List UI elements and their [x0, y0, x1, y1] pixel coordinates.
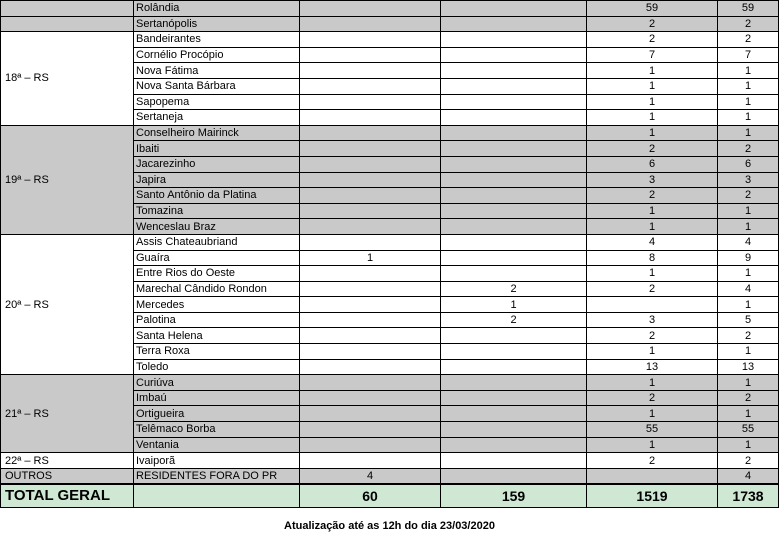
- total-cell: 4: [718, 468, 779, 484]
- value-cell: [441, 359, 587, 375]
- value-cell: [441, 141, 587, 157]
- total-row: [1, 484, 779, 508]
- value-cell: [441, 375, 587, 391]
- municipality-cell: Curiúva: [134, 375, 300, 391]
- region-cell: 22ª – RS: [1, 453, 134, 469]
- value-cell: 1: [587, 203, 718, 219]
- total-cell: 7: [718, 47, 779, 63]
- value-cell: [441, 1, 587, 17]
- total-cell: 4: [718, 281, 779, 297]
- table-row: [1, 32, 779, 48]
- total-cell: 13: [718, 359, 779, 375]
- municipality-cell: Cornélio Procópio: [134, 47, 300, 63]
- value-cell: [441, 125, 587, 141]
- value-cell: [441, 328, 587, 344]
- value-cell: 1: [587, 219, 718, 235]
- total-cell: 1: [718, 375, 779, 391]
- value-cell: 2: [587, 453, 718, 469]
- value-cell: 2: [441, 281, 587, 297]
- value-cell: 1: [587, 94, 718, 110]
- value-cell: 4: [300, 468, 441, 484]
- municipality-cell: Wenceslau Braz: [134, 219, 300, 235]
- value-cell: [441, 453, 587, 469]
- municipality-cell: Conselheiro Mairinck: [134, 125, 300, 141]
- total-cell: 2: [718, 141, 779, 157]
- region-cell: 21ª – RS: [1, 375, 134, 453]
- municipality-cell: RESIDENTES FORA DO PR: [134, 468, 300, 484]
- table-row: [1, 234, 779, 250]
- municipality-cell: Sapopema: [134, 94, 300, 110]
- value-cell: [300, 203, 441, 219]
- total-cell: 1: [718, 110, 779, 126]
- value-cell: [300, 344, 441, 360]
- total-cell: 3: [718, 172, 779, 188]
- municipality-cell: Assis Chateaubriand: [134, 234, 300, 250]
- value-cell: [300, 219, 441, 235]
- value-cell: [441, 203, 587, 219]
- total-cell: 2: [718, 188, 779, 204]
- total-cell: 1: [718, 266, 779, 282]
- value-cell: [441, 78, 587, 94]
- total-cell: 1: [718, 63, 779, 79]
- total-cell: 2: [718, 16, 779, 32]
- value-cell: 1: [300, 250, 441, 266]
- total-cell: 1: [718, 219, 779, 235]
- value-cell: 55: [587, 422, 718, 438]
- value-cell: 3: [587, 172, 718, 188]
- value-cell: [441, 32, 587, 48]
- value-cell: [300, 47, 441, 63]
- total-value-cell: 60: [300, 484, 441, 508]
- total-cell: 2: [718, 328, 779, 344]
- table-row: [1, 468, 779, 484]
- region-cell: 19ª – RS: [1, 125, 134, 234]
- value-cell: 1: [587, 375, 718, 391]
- table-row: [1, 125, 779, 141]
- value-cell: 2: [587, 328, 718, 344]
- municipality-cell: Imbaú: [134, 390, 300, 406]
- value-cell: [300, 110, 441, 126]
- total-value-cell: 1519: [587, 484, 718, 508]
- value-cell: 3: [587, 312, 718, 328]
- value-cell: 1: [587, 63, 718, 79]
- value-cell: [300, 78, 441, 94]
- value-cell: [300, 156, 441, 172]
- value-cell: 59: [587, 1, 718, 17]
- municipality-cell: Ventania: [134, 437, 300, 453]
- value-cell: [300, 32, 441, 48]
- value-cell: [441, 219, 587, 235]
- value-cell: [441, 422, 587, 438]
- value-cell: 13: [587, 359, 718, 375]
- value-cell: [300, 453, 441, 469]
- value-cell: [300, 359, 441, 375]
- value-cell: [441, 47, 587, 63]
- value-cell: [300, 141, 441, 157]
- cases-table-body: [1, 1, 779, 508]
- value-cell: [300, 312, 441, 328]
- value-cell: 1: [587, 344, 718, 360]
- table-row: [1, 1, 779, 17]
- value-cell: 2: [587, 281, 718, 297]
- total-cell: 1: [718, 406, 779, 422]
- municipality-cell: Nova Fátima: [134, 63, 300, 79]
- value-cell: [300, 437, 441, 453]
- region-cell: [1, 1, 134, 17]
- value-cell: 2: [441, 312, 587, 328]
- value-cell: 1: [587, 437, 718, 453]
- total-cell: 1: [718, 297, 779, 313]
- value-cell: 1: [587, 406, 718, 422]
- municipality-cell: Bandeirantes: [134, 32, 300, 48]
- total-cell: 1: [718, 78, 779, 94]
- total-cell: 6: [718, 156, 779, 172]
- value-cell: [587, 468, 718, 484]
- municipality-cell: Ibaiti: [134, 141, 300, 157]
- table-row: [1, 375, 779, 391]
- value-cell: [441, 172, 587, 188]
- total-label: TOTAL GERAL: [1, 484, 134, 508]
- value-cell: 2: [587, 188, 718, 204]
- value-cell: 1: [587, 266, 718, 282]
- value-cell: 6: [587, 156, 718, 172]
- value-cell: 2: [587, 390, 718, 406]
- total-empty-cell: [134, 484, 300, 508]
- total-cell: 1: [718, 125, 779, 141]
- value-cell: [300, 63, 441, 79]
- municipality-cell: Tomazina: [134, 203, 300, 219]
- value-cell: [441, 63, 587, 79]
- value-cell: [441, 250, 587, 266]
- municipality-cell: Terra Roxa: [134, 344, 300, 360]
- value-cell: [587, 297, 718, 313]
- region-cell: OUTROS: [1, 468, 134, 484]
- value-cell: [441, 406, 587, 422]
- municipality-cell: Ivaiporã: [134, 453, 300, 469]
- municipality-cell: Rolândia: [134, 1, 300, 17]
- value-cell: [300, 406, 441, 422]
- total-cell: 1: [718, 344, 779, 360]
- value-cell: [300, 234, 441, 250]
- municipality-cell: Marechal Cândido Rondon: [134, 281, 300, 297]
- municipality-cell: Mercedes: [134, 297, 300, 313]
- value-cell: 1: [587, 78, 718, 94]
- value-cell: [300, 94, 441, 110]
- value-cell: [300, 266, 441, 282]
- total-cell: 4: [718, 234, 779, 250]
- total-cell: 2: [718, 32, 779, 48]
- table-row: [1, 16, 779, 32]
- total-cell: 55: [718, 422, 779, 438]
- value-cell: [300, 375, 441, 391]
- value-cell: [441, 156, 587, 172]
- value-cell: 7: [587, 47, 718, 63]
- value-cell: [441, 437, 587, 453]
- value-cell: 1: [587, 110, 718, 126]
- region-cell: 20ª – RS: [1, 234, 134, 374]
- total-cell: 9: [718, 250, 779, 266]
- region-cell: 18ª – RS: [1, 32, 134, 126]
- table-row: [1, 453, 779, 469]
- region-cell: [1, 16, 134, 32]
- total-cell: 2: [718, 453, 779, 469]
- value-cell: [300, 16, 441, 32]
- value-cell: [300, 125, 441, 141]
- value-cell: 8: [587, 250, 718, 266]
- value-cell: [441, 266, 587, 282]
- value-cell: [441, 468, 587, 484]
- total-cell: 1: [718, 437, 779, 453]
- municipality-cell: Sertanópolis: [134, 16, 300, 32]
- total-cell: 1: [718, 94, 779, 110]
- municipality-cell: Toledo: [134, 359, 300, 375]
- municipality-cell: Telêmaco Borba: [134, 422, 300, 438]
- value-cell: 1: [587, 125, 718, 141]
- value-cell: [300, 188, 441, 204]
- value-cell: [300, 172, 441, 188]
- value-cell: 2: [587, 16, 718, 32]
- value-cell: [300, 281, 441, 297]
- value-cell: [300, 422, 441, 438]
- value-cell: [300, 297, 441, 313]
- value-cell: [441, 234, 587, 250]
- total-cell: 2: [718, 390, 779, 406]
- municipality-cell: Santa Helena: [134, 328, 300, 344]
- value-cell: [300, 390, 441, 406]
- municipality-cell: Ortigueira: [134, 406, 300, 422]
- value-cell: [441, 94, 587, 110]
- value-cell: 2: [587, 32, 718, 48]
- value-cell: [441, 16, 587, 32]
- value-cell: [441, 188, 587, 204]
- update-note: Atualização até as 12h do dia 23/03/2020: [284, 520, 495, 532]
- municipality-cell: Nova Santa Bárbara: [134, 78, 300, 94]
- value-cell: [441, 344, 587, 360]
- total-cell: 5: [718, 312, 779, 328]
- value-cell: [300, 1, 441, 17]
- value-cell: 2: [587, 141, 718, 157]
- municipality-cell: Guaíra: [134, 250, 300, 266]
- municipality-cell: Santo Antônio da Platina: [134, 188, 300, 204]
- value-cell: 1: [441, 297, 587, 313]
- municipality-cell: Jacarezinho: [134, 156, 300, 172]
- value-cell: 4: [587, 234, 718, 250]
- total-cell: 1: [718, 203, 779, 219]
- municipality-cell: Entre Rios do Oeste: [134, 266, 300, 282]
- total-value-cell: 159: [441, 484, 587, 508]
- value-cell: [441, 390, 587, 406]
- municipality-cell: Japira: [134, 172, 300, 188]
- value-cell: [300, 328, 441, 344]
- municipality-cell: Sertaneja: [134, 110, 300, 126]
- total-cell: 59: [718, 1, 779, 17]
- value-cell: [441, 110, 587, 126]
- municipality-cell: Palotina: [134, 312, 300, 328]
- grand-total-cell: 1738: [718, 484, 779, 508]
